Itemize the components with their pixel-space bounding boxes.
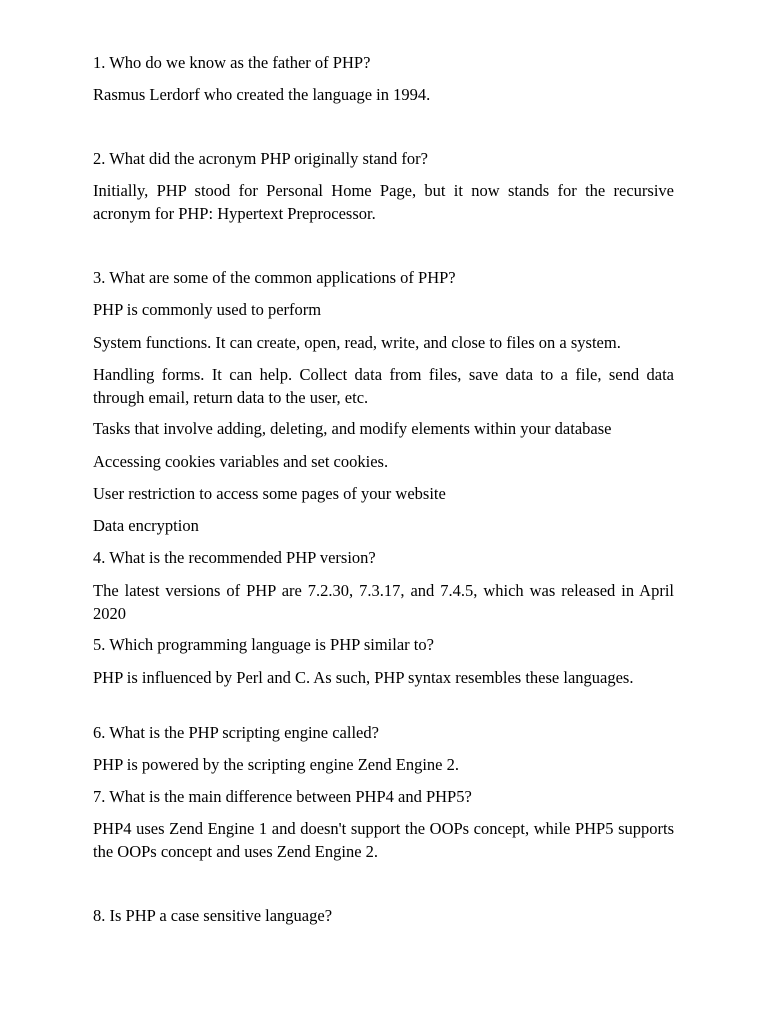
answer-2: Initially, PHP stood for Personal Home Page, but it now stands for the recursive acronym for PHP: Hypertext Preprocessor. bbox=[93, 181, 674, 223]
question-3: 3. What are some of the common applications of PHP? bbox=[93, 268, 456, 287]
answer-3-intro: PHP is commonly used to perform bbox=[93, 300, 322, 319]
question-7: 7. What is the main difference between PHP4 and PHP5? bbox=[93, 787, 472, 806]
question-5: 5. Which programming language is PHP similar to? bbox=[93, 635, 434, 654]
question-6: 6. What is the PHP scripting engine called? bbox=[93, 723, 379, 742]
answer-1: Rasmus Lerdorf who created the language in 1994. bbox=[93, 85, 431, 104]
answer-3-item-database-tasks: Tasks that involve adding, deleting, and modify elements within your database bbox=[93, 419, 612, 438]
answer-5: PHP is influenced by Perl and C. As such, PHP syntax resembles these languages. bbox=[93, 668, 634, 687]
answer-6: PHP is powered by the scripting engine Zend Engine 2. bbox=[93, 755, 459, 774]
answer-4: The latest versions of PHP are 7.2.30, 7.3.17, and 7.4.5, which was released in April 2020 bbox=[93, 581, 674, 623]
answer-3-item-user-restriction: User restriction to access some pages of your website bbox=[93, 484, 446, 503]
answer-3-item-cookies: Accessing cookies variables and set cookies. bbox=[93, 452, 389, 471]
question-2: 2. What did the acronym PHP originally stand for? bbox=[93, 149, 428, 168]
answer-3-item-handling-forms: Handling forms. It can help. Collect data from files, save data to a file, send data through email, return data to the user, etc. bbox=[93, 365, 674, 407]
question-8: 8. Is PHP a case sensitive language? bbox=[93, 906, 333, 925]
answer-3-item-data-encryption: Data encryption bbox=[93, 516, 199, 535]
answer-3-item-system-functions: System functions. It can create, open, read, write, and close to files on a system. bbox=[93, 333, 621, 352]
question-1: 1. Who do we know as the father of PHP? bbox=[93, 53, 371, 72]
answer-7: PHP4 uses Zend Engine 1 and doesn't support the OOPs concept, while PHP5 supports the OOPs concept and uses Zend Engine 2. bbox=[93, 819, 674, 861]
question-4: 4. What is the recommended PHP version? bbox=[93, 548, 376, 567]
